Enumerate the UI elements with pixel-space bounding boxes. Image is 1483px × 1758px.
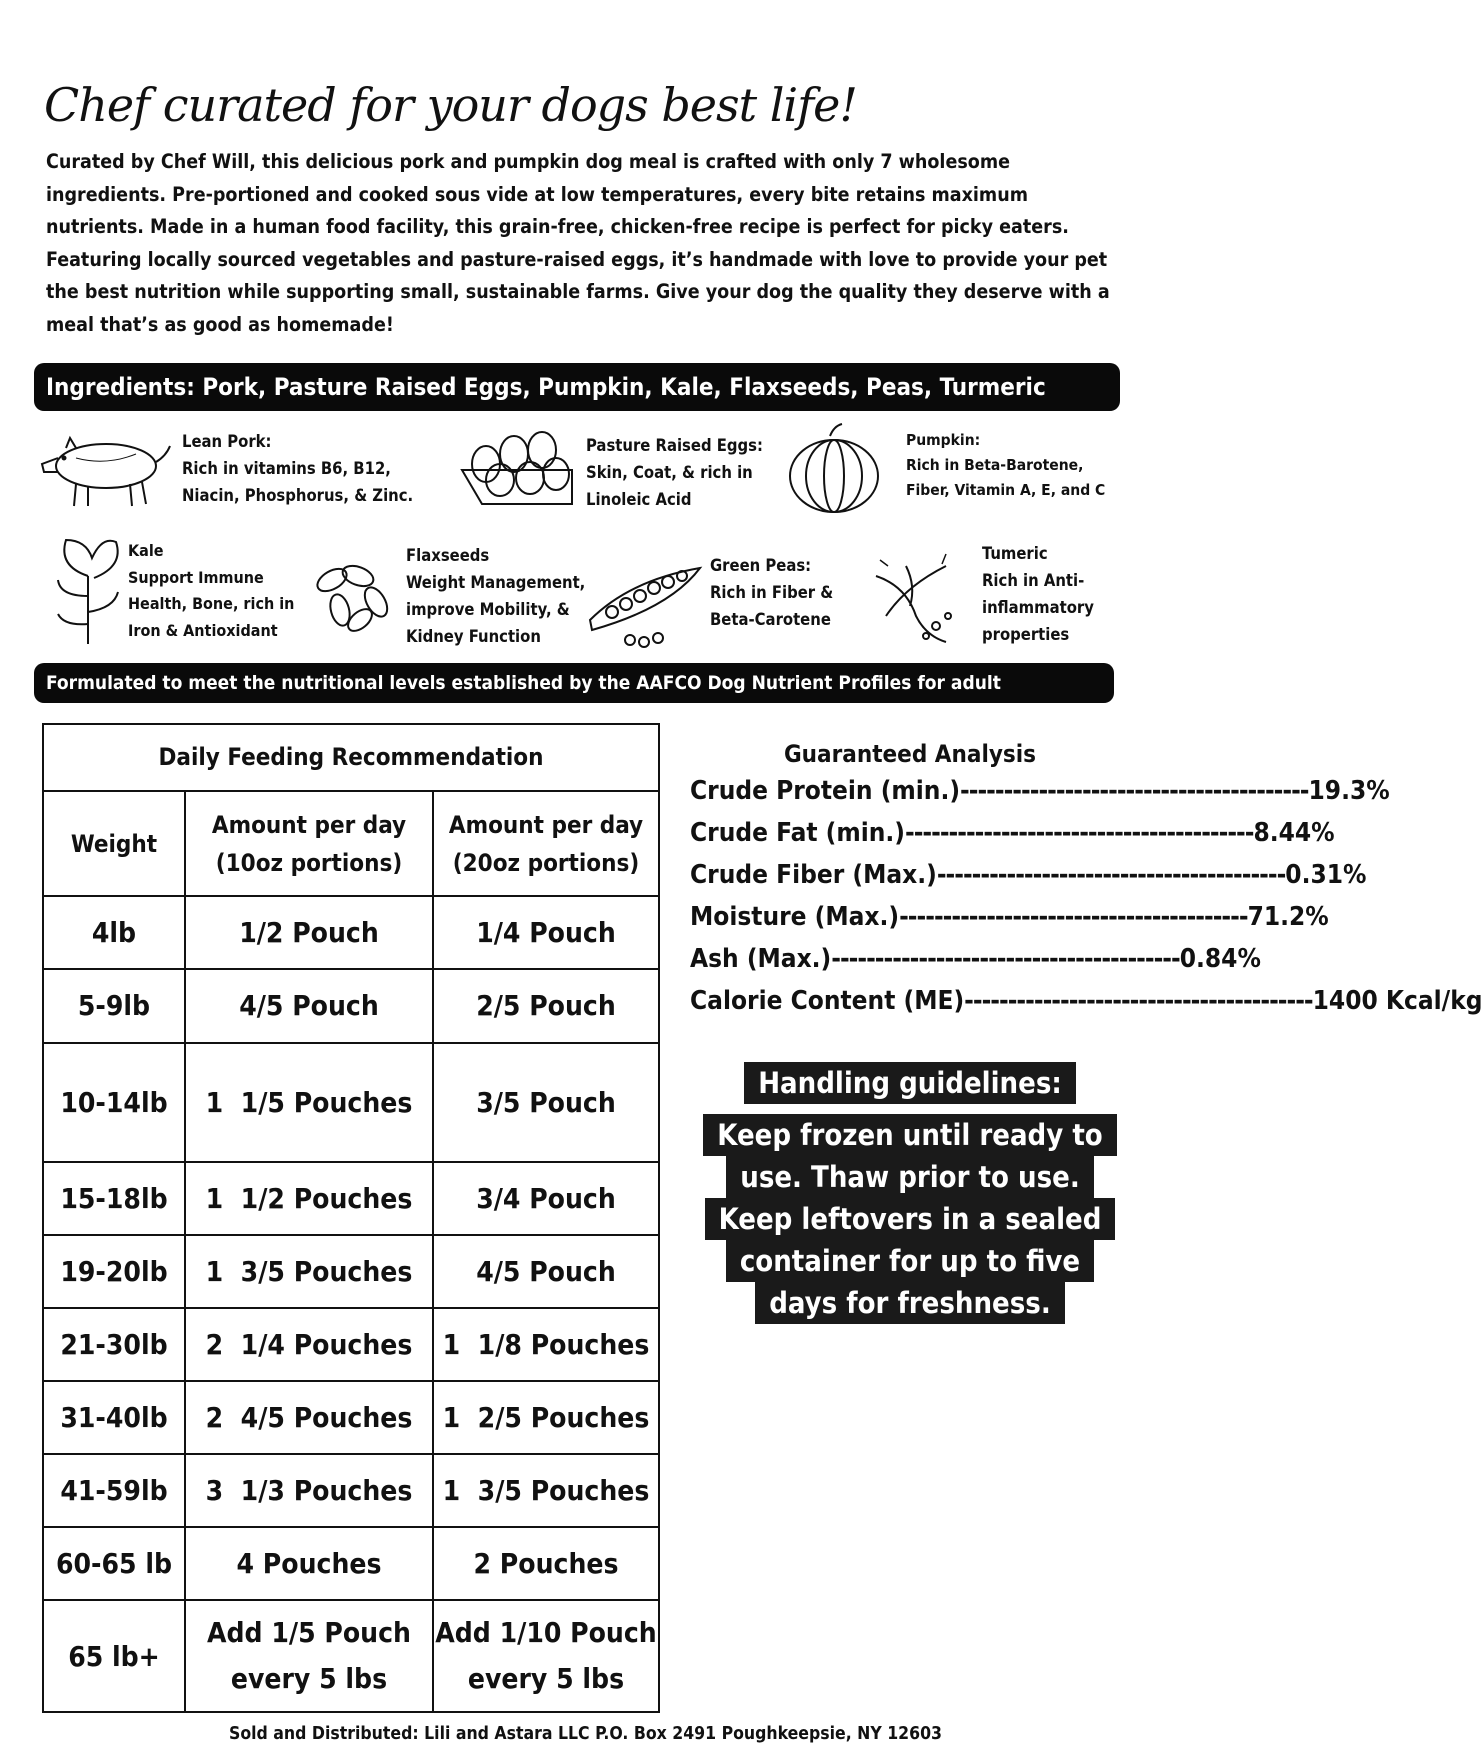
peas-icon: [586, 560, 706, 650]
weight-cell: 4lb: [43, 896, 185, 969]
intro-paragraph: Curated by Chef Will, this delicious pork and pumpkin dog meal is crafted with only 7 wholesome ingredients. Pre-portioned and cooked sous vide at low temperatures, every bite retains maximum nutrients. Made in a human food facility, this grain-free, chicken-free recipe is perfect for picky eaters. Featuring locally sourced vegetables and pasture-raised eggs, it’s handmade with love to provide your pet the best nutrition while supporting small, sustainable farms. Give your dog the quality they deserve with a meal that’s as good as homemade!: [46, 150, 1110, 336]
page-title: Chef curated for your dogs best life!: [44, 78, 857, 132]
turmeric-icon: [866, 546, 966, 646]
amount-20oz-cell: 4/5 Pouch: [433, 1235, 659, 1308]
handling-line: Keep frozen until ready to: [703, 1114, 1116, 1156]
analysis-row: [690, 860, 1367, 890]
leader-dashes: ----------------------------------------: [899, 902, 1248, 932]
table-row: [43, 1308, 659, 1381]
amount-20oz-cell: Add 1/10 Pouch every 5 lbs: [433, 1600, 659, 1712]
analysis-label: Moisture (Max.): [690, 902, 900, 932]
handling-line: use. Thaw prior to use.: [726, 1156, 1094, 1198]
amount-20oz-cell: 1 3/5 Pouches: [433, 1454, 659, 1527]
analysis-value: 8.44%: [1253, 818, 1335, 848]
analysis-title: Guaranteed Analysis: [783, 740, 1037, 768]
weight-cell: 19-20lb: [43, 1235, 185, 1308]
weight-cell: 5-9lb: [43, 969, 185, 1042]
weight-cell: 15-18lb: [43, 1162, 185, 1235]
amount-10oz-cell: 3 1/3 Pouches: [185, 1454, 433, 1527]
amount-20oz-cell: 3/5 Pouch: [433, 1043, 659, 1163]
analysis-value: 71.2%: [1247, 902, 1329, 932]
weight-cell: 10-14lb: [43, 1043, 185, 1163]
amount-10oz-cell: 2 1/4 Pouches: [185, 1308, 433, 1381]
leader-dashes: ----------------------------------------: [936, 860, 1286, 890]
analysis-value: 0.31%: [1285, 860, 1367, 890]
analysis-value: 1400 Kcal/kg: [1312, 986, 1483, 1016]
analysis-label: Crude Fat (min.): [690, 818, 905, 848]
leader-dashes: ----------------------------------------: [904, 818, 1254, 848]
analysis-label: Crude Protein (min.): [690, 776, 961, 806]
amount-10oz-cell: 1 3/5 Pouches: [185, 1235, 433, 1308]
ingredient-pumpkin: Pumpkin: Rich in Beta-Barotene, Fiber, Vitamin A, E, and C: [906, 431, 1106, 499]
ingredients-bar: Ingredients: Pork, Pasture Raised Eggs, Pumpkin, Kale, Flaxseeds, Peas, Turmeric: [34, 363, 1120, 411]
amount-10oz-cell: 2 4/5 Pouches: [185, 1381, 433, 1454]
ingredient-peas: Green Peas: Rich in Fiber & Beta-Carotene: [710, 556, 834, 629]
amount-10oz-cell: 1 1/5 Pouches: [185, 1043, 433, 1163]
eggs-icon: [458, 424, 576, 508]
table-row: [43, 1527, 659, 1600]
feeding-table-caption: Daily Feeding Recommendation: [43, 724, 659, 791]
weight-cell: 21-30lb: [43, 1308, 185, 1381]
analysis-label: Ash (Max.): [690, 944, 832, 974]
handling-guidelines: [690, 1062, 1130, 1324]
table-row: [43, 896, 659, 969]
ingredient-kale: Kale Support Immune Health, Bone, rich in Iron & Antioxidant: [128, 541, 295, 640]
handling-title: Handling guidelines:: [744, 1062, 1076, 1104]
analysis-row: [690, 818, 1335, 848]
feeding-table: [42, 723, 666, 1713]
ingredient-eggs: Pasture Raised Eggs: Skin, Coat, & rich in Linoleic Acid: [586, 436, 763, 509]
leader-dashes: ----------------------------------------: [960, 776, 1309, 806]
table-row: [43, 1043, 659, 1163]
amount-20oz-cell: 2/5 Pouch: [433, 969, 659, 1042]
weight-cell: 41-59lb: [43, 1454, 185, 1527]
ingredient-pork: Lean Pork: Rich in vitamins B6, B12, Niacin, Phosphorus, & Zinc.: [182, 432, 414, 505]
ingredient-turmeric: Tumeric Rich in Anti-inflammatory properties: [982, 544, 1094, 644]
table-row: [43, 1454, 659, 1527]
amount-20oz-cell: 2 Pouches: [433, 1527, 659, 1600]
handling-line: days for freshness.: [755, 1282, 1065, 1324]
amount-10oz-cell: 1/2 Pouch: [185, 896, 433, 969]
pig-icon: [36, 428, 174, 510]
analysis-row: [690, 902, 1329, 932]
table-row: [43, 1381, 659, 1454]
amount-20oz-cell: 1 2/5 Pouches: [433, 1381, 659, 1454]
analysis-row: [690, 776, 1390, 806]
table-row: [43, 1162, 659, 1235]
analysis-label: Calorie Content (ME): [690, 986, 965, 1016]
analysis-label: Crude Fiber (Max.): [690, 860, 937, 890]
analysis-value: 19.3%: [1308, 776, 1390, 806]
pumpkin-icon: [786, 420, 882, 516]
amount-10oz-cell: 1 1/2 Pouches: [185, 1162, 433, 1235]
handling-line: container for up to five: [726, 1240, 1094, 1282]
leader-dashes: ----------------------------------------: [964, 986, 1313, 1016]
analysis-value: 0.84%: [1179, 944, 1261, 974]
header-10oz: Amount per day (10oz portions): [185, 791, 433, 897]
weight-cell: 31-40lb: [43, 1381, 185, 1454]
amount-10oz-cell: 4/5 Pouch: [185, 969, 433, 1042]
ingredient-flaxseeds: Flaxseeds Weight Management, improve Mobility, & Kidney Function: [406, 546, 586, 646]
feeding-table-body: [43, 896, 666, 1712]
leader-dashes: ----------------------------------------: [831, 944, 1180, 974]
flaxseed-icon: [310, 556, 396, 640]
aafco-statement: Formulated to meet the nutritional levels established by the AAFCO Dog Nutrient Profiles for adult maintenance.: [34, 663, 1114, 703]
header-20oz: Amount per day (20oz portions): [433, 791, 659, 897]
amount-20oz-cell: 3/4 Pouch: [433, 1162, 659, 1235]
weight-cell: 60-65 lb: [43, 1527, 185, 1600]
table-row: [43, 1235, 659, 1308]
amount-20oz-cell: 1/4 Pouch: [433, 896, 659, 969]
footer-distributor: Sold and Distributed: Lili and Astara LLC P.O. Box 2491 Poughkeepsie, NY 12603: [229, 1724, 942, 1744]
handling-line: Keep leftovers in a sealed: [705, 1198, 1116, 1240]
header-weight: Weight: [43, 791, 185, 897]
table-row: [43, 969, 659, 1042]
analysis-row: [690, 986, 1483, 1016]
amount-10oz-cell: Add 1/5 Pouch every 5 lbs: [185, 1600, 433, 1712]
kale-icon: [50, 536, 126, 646]
table-row: [43, 1600, 659, 1712]
amount-20oz-cell: 1 1/8 Pouches: [433, 1308, 659, 1381]
analysis-row: [690, 944, 1261, 974]
amount-10oz-cell: 4 Pouches: [185, 1527, 433, 1600]
weight-cell: 65 lb+: [43, 1600, 185, 1712]
